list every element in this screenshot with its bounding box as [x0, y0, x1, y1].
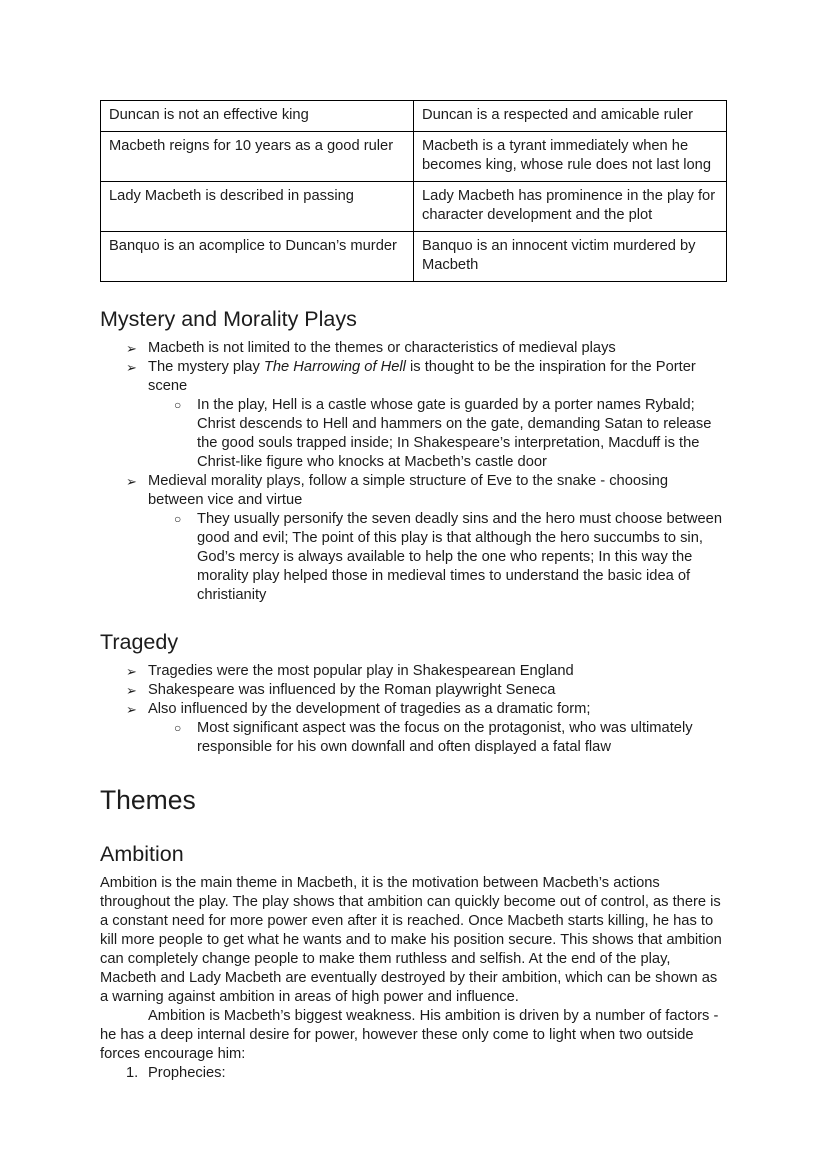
circle-bullet-icon: ○	[174, 721, 182, 735]
section-heading-ambition: Ambition	[100, 842, 184, 866]
list-item-text: Macbeth is not limited to the themes or characteristics of medieval plays	[148, 340, 616, 356]
table-cell-right: Macbeth is a tyrant immediately when he becomes king, whose rule does not last long	[414, 132, 727, 182]
sub-list-item	[100, 719, 727, 757]
table-row	[101, 132, 727, 182]
list-item-text: Medieval morality plays, follow a simple structure of Eve to the snake - choosing between vice and virtue	[148, 473, 669, 508]
text-segment: is thought to be the inspiration for the Porter scene	[148, 359, 696, 394]
table-cell-left: Macbeth reigns for 10 years as a good ruler	[101, 132, 414, 182]
table-cell-right: Duncan is a respected and amicable ruler	[414, 101, 727, 132]
circle-bullet-icon: ○	[174, 398, 182, 412]
table-row	[101, 101, 727, 132]
list-number: 1.	[126, 1065, 139, 1081]
list-item	[100, 358, 727, 396]
text-segment: The mystery play	[148, 359, 264, 375]
list-item	[100, 700, 727, 719]
numbered-list-item	[100, 1064, 727, 1083]
table-row	[101, 232, 727, 282]
section-heading-mystery-and-morality-plays: Mystery and Morality Plays	[100, 307, 357, 331]
arrow-bullet-icon: ➢	[126, 702, 137, 717]
italic-play-title: The Harrowing of Hell	[263, 359, 406, 375]
list-item-text	[148, 359, 696, 394]
sub-list-item-text: Most significant aspect was the focus on the protagonist, who was ultimately responsible for his own downfall and often displayed a fatal flaw	[197, 720, 693, 755]
comparison-table	[100, 100, 727, 282]
table-cell-left: Duncan is not an effective king	[101, 101, 414, 132]
list-item-text: Shakespeare was influenced by the Roman playwright Seneca	[148, 682, 556, 698]
ambition-paragraph-2: Ambition is Macbeth’s biggest weakness. His ambition is driven by a number of factors - he has a deep internal desire for power, however these only come to light when two outside forces encourage him:	[100, 1008, 719, 1062]
list-item	[100, 339, 727, 358]
arrow-bullet-icon: ➢	[126, 683, 137, 698]
ambition-paragraph-1: Ambition is the main theme in Macbeth, it is the motivation between Macbeth’s actions throughout the play. The play shows that ambition can quickly become out of control, as there is a constant need for more power even after it is reached. Once Macbeth starts killing, he has to kill more people to get what he wants and to make his position secure. This shows that ambition can completely change people to make them ruthless and selfish. At the end of the play, Macbeth and Lady Macbeth are eventually destroyed by their ambition, which can be shown as a warning against ambition in areas of high power and influence.	[100, 875, 722, 1005]
table-cell-right: Banquo is an innocent victim murdered by Macbeth	[414, 232, 727, 282]
table-cell-left: Banquo is an acomplice to Duncan’s murder	[101, 232, 414, 282]
arrow-bullet-icon: ➢	[126, 474, 137, 489]
sub-list-item-text: They usually personify the seven deadly sins and the hero must choose between good and evil; The point of this play is that although the hero succumbs to sin, God’s mercy is always available to help the one who repents; In this way the morality play helped those in medieval times to understand the basic idea of christianity	[197, 511, 722, 603]
list-item-text: Also influenced by the development of tragedies as a dramatic form;	[148, 701, 591, 717]
table-cell-left: Lady Macbeth is described in passing	[101, 182, 414, 232]
list-item	[100, 472, 727, 510]
section-heading-tragedy: Tragedy	[100, 630, 179, 654]
section-heading-themes: Themes	[100, 785, 196, 815]
table-cell-right: Lady Macbeth has prominence in the play for character development and the plot	[414, 182, 727, 232]
arrow-bullet-icon: ➢	[126, 360, 137, 375]
list-item	[100, 662, 727, 681]
list-item-text: Tragedies were the most popular play in Shakespearean England	[148, 663, 574, 679]
arrow-bullet-icon: ➢	[126, 664, 137, 679]
arrow-bullet-icon: ➢	[126, 341, 137, 356]
numbered-list-item-text: Prophecies:	[148, 1065, 226, 1081]
sub-list-item	[100, 396, 727, 472]
circle-bullet-icon: ○	[174, 512, 182, 526]
sub-list-item	[100, 510, 727, 605]
table-row	[101, 182, 727, 232]
list-item	[100, 681, 727, 700]
document-content	[100, 100, 727, 1083]
sub-list-item-text: In the play, Hell is a castle whose gate is guarded by a porter names Rybald; Christ descends to Hell and hammers on the gate, demanding Satan to release the good souls trapped inside; In Shakespeare’s interpretation, Macduff is the Christ-like figure who knocks at Macbeth’s castle door	[197, 397, 712, 470]
